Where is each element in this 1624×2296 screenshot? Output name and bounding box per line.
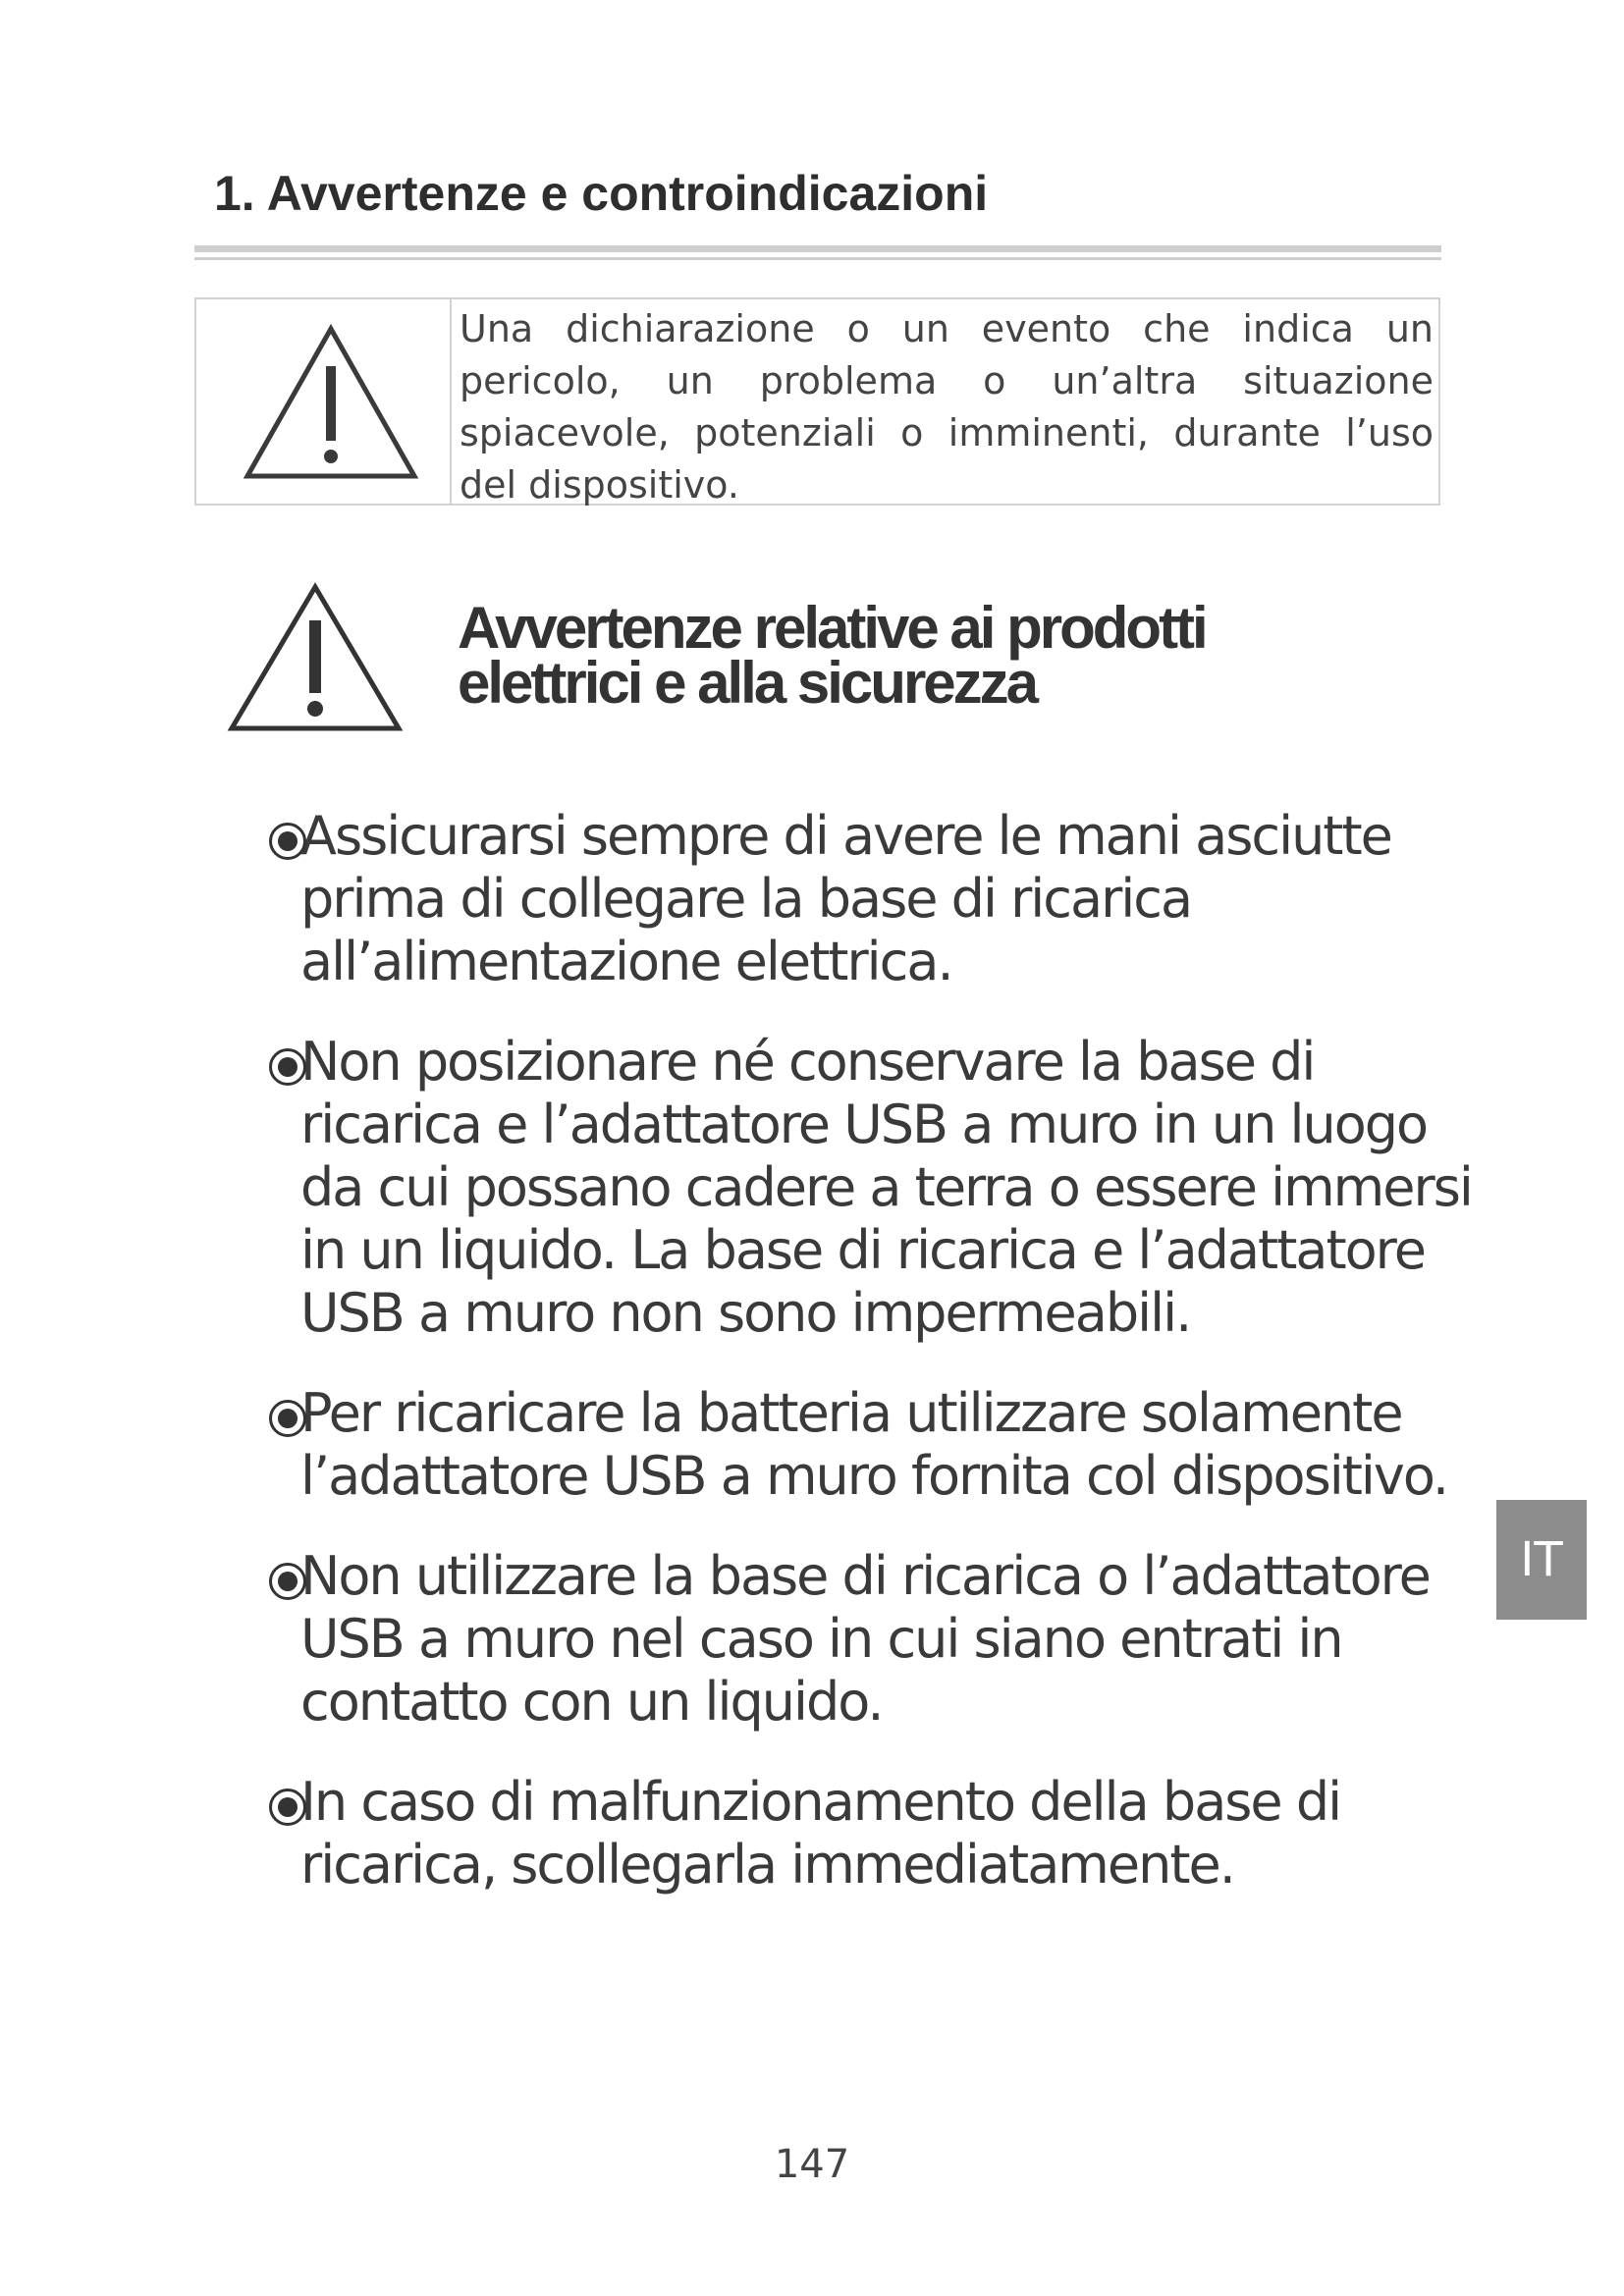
list-item <box>265 805 1473 993</box>
list-item <box>265 1771 1473 1896</box>
list-item <box>265 1382 1473 1508</box>
definition-divider <box>450 299 452 504</box>
warning-definition-text: Una dichiarazione o un evento che indica un pericolo, un problema o un’altra situazione spiacevole, potenziali o imminenti, durante l’uso del dispositivo. <box>460 307 1434 507</box>
list-item <box>265 1545 1473 1734</box>
bullet-circle-icon <box>269 1400 306 1437</box>
list-item-text: Non posizionare né conservare la base di ricarica e l’adattatore USB a muro in un luogo da cui possano cadere a terra o essere immersi in un liquido. La base di ricarica e l’adattatore USB a muro non sono impermeabili. <box>300 1031 1472 1344</box>
list-item-text: In caso di malfunzionamento della base di ricarica, scollegarla immediatamente. <box>300 1771 1341 1896</box>
safety-warnings-heading <box>458 595 1206 716</box>
warning-triangle-icon <box>226 581 405 734</box>
warning-triangle-icon <box>242 323 420 482</box>
language-tab: IT <box>1496 1500 1587 1620</box>
bullet-circle-icon <box>269 1563 306 1600</box>
safety-warnings-heading-line2: elettrici e alla sicurezza <box>458 650 1037 716</box>
list-item-text: Non utilizzare la base di ricarica o l’adattatore USB a muro nel caso in cui siano entrati in contatto con un liquido. <box>300 1545 1430 1733</box>
warning-definition-box <box>194 297 1440 506</box>
list-item-text: Assicurarsi sempre di avere le mani asciutte prima di collegare la base di ricarica all’alimentazione elettrica. <box>300 805 1391 992</box>
page-number: 147 <box>774 2142 850 2187</box>
title-divider-thin <box>194 257 1441 260</box>
bullet-circle-icon <box>269 1048 306 1086</box>
list-item-text: Per ricaricare la batteria utilizzare solamente l’adattatore USB a muro fornita col dispositivo. <box>300 1382 1448 1507</box>
title-divider <box>194 245 1441 252</box>
list-item <box>265 1031 1473 1345</box>
safety-warnings-list <box>265 805 1473 1934</box>
section-title: 1. Avvertenze e controindicazioni <box>214 166 989 221</box>
bullet-circle-icon <box>269 823 306 860</box>
bullet-circle-icon <box>269 1789 306 1826</box>
safety-warnings-heading-line1: Avvertenze relative ai prodotti <box>458 595 1206 661</box>
